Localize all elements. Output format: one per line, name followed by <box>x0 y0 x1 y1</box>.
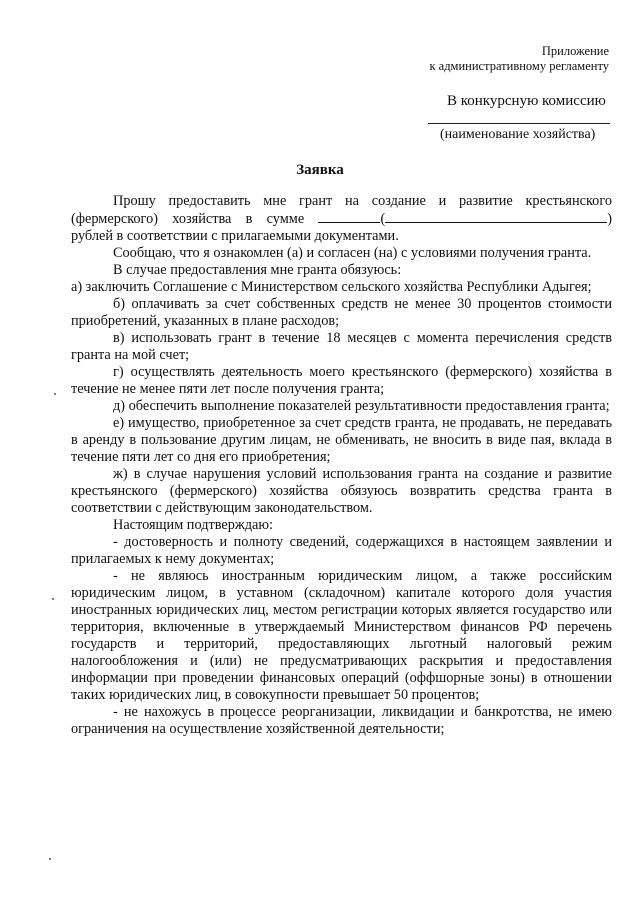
organization-hint: (наименование хозяйства) <box>440 127 596 142</box>
amount-words-blank <box>385 210 607 223</box>
amount-blank <box>318 210 380 223</box>
obligation-b: б) оплачивать за счет собственных средств не менее 30 процентов стоимости приобретений, указанных в плане расходов; <box>71 296 612 329</box>
confirmation-not-bankrupt: - не нахожусь в процессе реорганизации, ликвидации и банкротства, не имею ограничения на осуществление хозяйственной деятельности; <box>71 704 612 737</box>
obligation-g: ж) в случае нарушения условий использования гранта на создание и развитие крестьянского (фермерского) хозяйства обязуюсь возвратить средства гранта в соответствии с действующим законодательством. <box>71 466 612 516</box>
obligation-f: е) имущество, приобретенное за счет средств гранта, не продавать, не передавать в аренду в пользование другим лицам, не обменивать, не вносить в виде пая, вклада в течение пяти лет со дня его приобретения; <box>71 415 612 465</box>
organization-blank-line <box>428 123 610 124</box>
confirmation-not-foreign-entity: - не являюсь иностранным юридическим лицом, а также российским юридическим лицом, в уставном (складочном) капитале которого доля участия иностранных юридических лиц, местом регистрации которых является государство или территория, включенные в утверждаемый Министерством финансов РФ перечень государств и территорий, предоставляющих льготный налоговый режим налогообложения и (или) не предусматривающих раскрытия и предоставления информации при проведении финансовых операций (оффшорные зоны) в отношении таких юридических лиц, в совокупности превышает 50 процентов; <box>71 568 612 703</box>
application-body <box>71 193 612 738</box>
addressee: В конкурсную комиссию <box>447 93 606 109</box>
amount-words-close: ) <box>607 211 612 227</box>
obligation-e: д) обеспечить выполнение показателей результативности предоставления гранта; <box>113 398 610 414</box>
appendix-line-2: к административному регламенту <box>429 59 609 73</box>
request-text-1: Прошу предоставить мне грант на создание и развитие крестьянского (фермерского) хозяйства в сумме <box>71 193 612 227</box>
obligation-d: г) осуществлять деятельность моего крестьянского (фермерского) хозяйства в течение не менее пяти лет после получения гранта; <box>71 364 612 397</box>
confirmation-accuracy: - достоверность и полноту сведений, содержащихся в настоящем заявлении и прилагаемых к нему документах; <box>71 534 612 567</box>
paragraph-acknowledgement: Сообщаю, что я ознакомлен (а) и согласен (на) с условиями получения гранта. <box>113 245 592 261</box>
paragraph-obligations-intro: В случае предоставления мне гранта обязуюсь: <box>113 262 402 278</box>
scan-speck <box>52 598 54 600</box>
obligation-c: в) использовать грант в течение 18 месяцев с момента перечисления средств гранта на мой счет; <box>71 330 612 363</box>
request-paragraph <box>71 193 612 245</box>
appendix-note <box>429 44 609 74</box>
scan-speck <box>49 858 51 860</box>
amount-words-open: ( <box>380 211 386 227</box>
appendix-line-1: Приложение <box>541 44 609 58</box>
document-title: Заявка <box>296 162 344 178</box>
scan-speck <box>54 393 56 395</box>
obligation-a: а) заключить Соглашение с Министерством сельского хозяйства Республики Адыгея; <box>71 279 592 295</box>
paragraph-confirmation-intro: Настоящим подтверждаю: <box>113 517 274 533</box>
request-text-2: рублей в соответствии с прилагаемыми документами. <box>71 228 399 244</box>
